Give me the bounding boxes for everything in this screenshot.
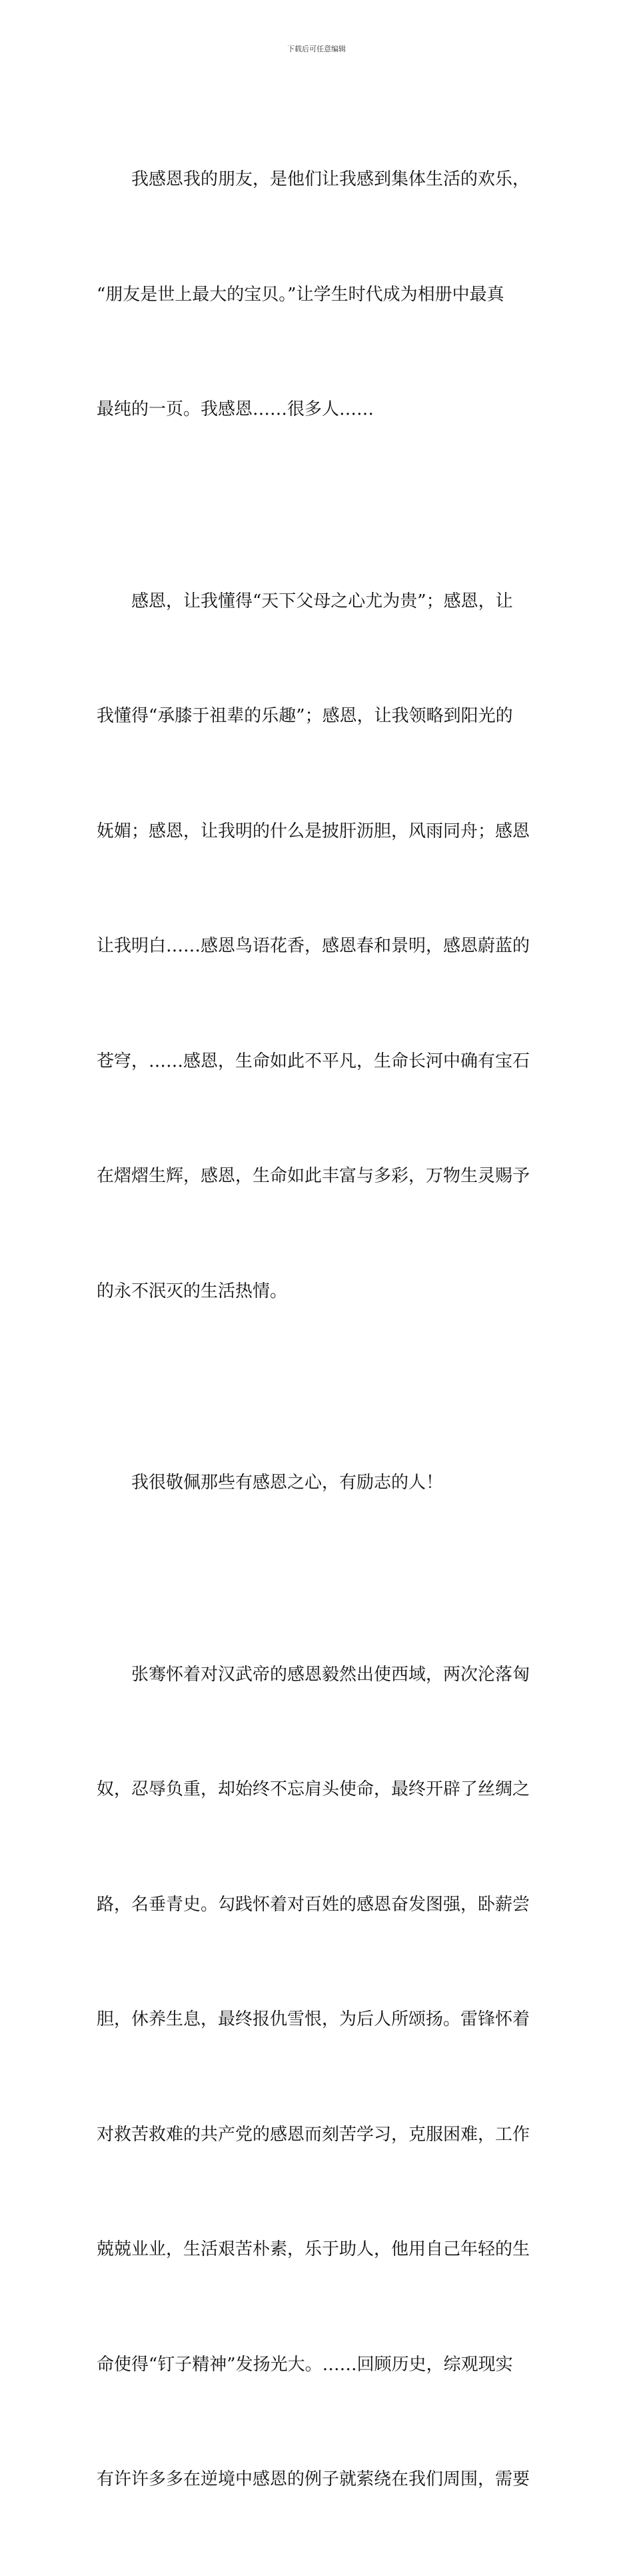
paragraph-line: 我懂得“承膝于祖辈的乐趣”；感恩，让我领略到阳光的 bbox=[97, 706, 513, 726]
paragraph-line: 路，名垂青史。勾践怀着对百姓的感恩奋发图强，卧薪尝 bbox=[97, 1894, 530, 1915]
paragraph-line: 对救苦救难的共产党的感恩而刻苦学习，克服困难，工作 bbox=[97, 2124, 530, 2145]
paragraph-line: 兢兢业业，生活艰苦朴素，乐于助人，他用自己年轻的生 bbox=[97, 2239, 530, 2259]
paragraph-line: 奴，忍辱负重，却始终不忘肩头使命，最终开辟了丝绸之 bbox=[97, 1779, 530, 1799]
paragraph-line: 的永不泯灭的生活热情。 bbox=[97, 1281, 288, 1301]
paragraph-line: 命使得“钉子精神”发扬光大。……回顾历史，综观现实 bbox=[97, 2354, 513, 2375]
paragraph-history bbox=[97, 1579, 543, 2576]
paragraph-line: 苍穹，……感恩，生命如此不平凡，生命长河中确有宝石 bbox=[97, 1051, 530, 1071]
paragraph-line: 让我明白……感恩鸟语花香，感恩春和景明，感恩蔚蓝的 bbox=[97, 936, 530, 956]
paragraph-line: 妩媚；感恩，让我明的什么是披肝沥胆，风雨同舟；感恩 bbox=[97, 821, 530, 841]
paragraph-line: 最纯的一页。我感恩……很多人…… bbox=[97, 399, 374, 419]
document-body bbox=[97, 84, 543, 2576]
paragraph-line: 我感恩我的朋友，是他们让我感到集体生活的欢乐， bbox=[131, 169, 530, 189]
paragraph-line: 胆，休养生息，最终报仇雪恨，为后人所颂扬。雷锋怀着 bbox=[97, 2009, 530, 2029]
paragraph-line: 在熠熠生辉，感恩，生命如此丰富与多彩，万物生灵赐予 bbox=[97, 1166, 530, 1186]
page-header: 下载后可任意编辑 bbox=[287, 45, 346, 53]
paragraph-gratitude bbox=[97, 506, 543, 1388]
paragraph-friends bbox=[97, 84, 543, 506]
paragraph-line: 张骞怀着对汉武帝的感恩毅然出使西域，两次沦落匈 bbox=[131, 1664, 530, 1685]
paragraph-line: 感恩，让我懂得“天下父母之心尤为贵”；感恩，让 bbox=[131, 591, 513, 611]
paragraph-line: “朋友是世上最大的宝贝。”让学生时代成为相册中最真 bbox=[97, 284, 504, 305]
paragraph-line: 有许许多多在逆境中感恩的例子就萦绕在我们周围，需要 bbox=[97, 2469, 530, 2489]
paragraph-admire bbox=[97, 1387, 543, 1579]
paragraph-line: 我很敬佩那些有感恩之心，有励志的人！ bbox=[131, 1473, 444, 1493]
